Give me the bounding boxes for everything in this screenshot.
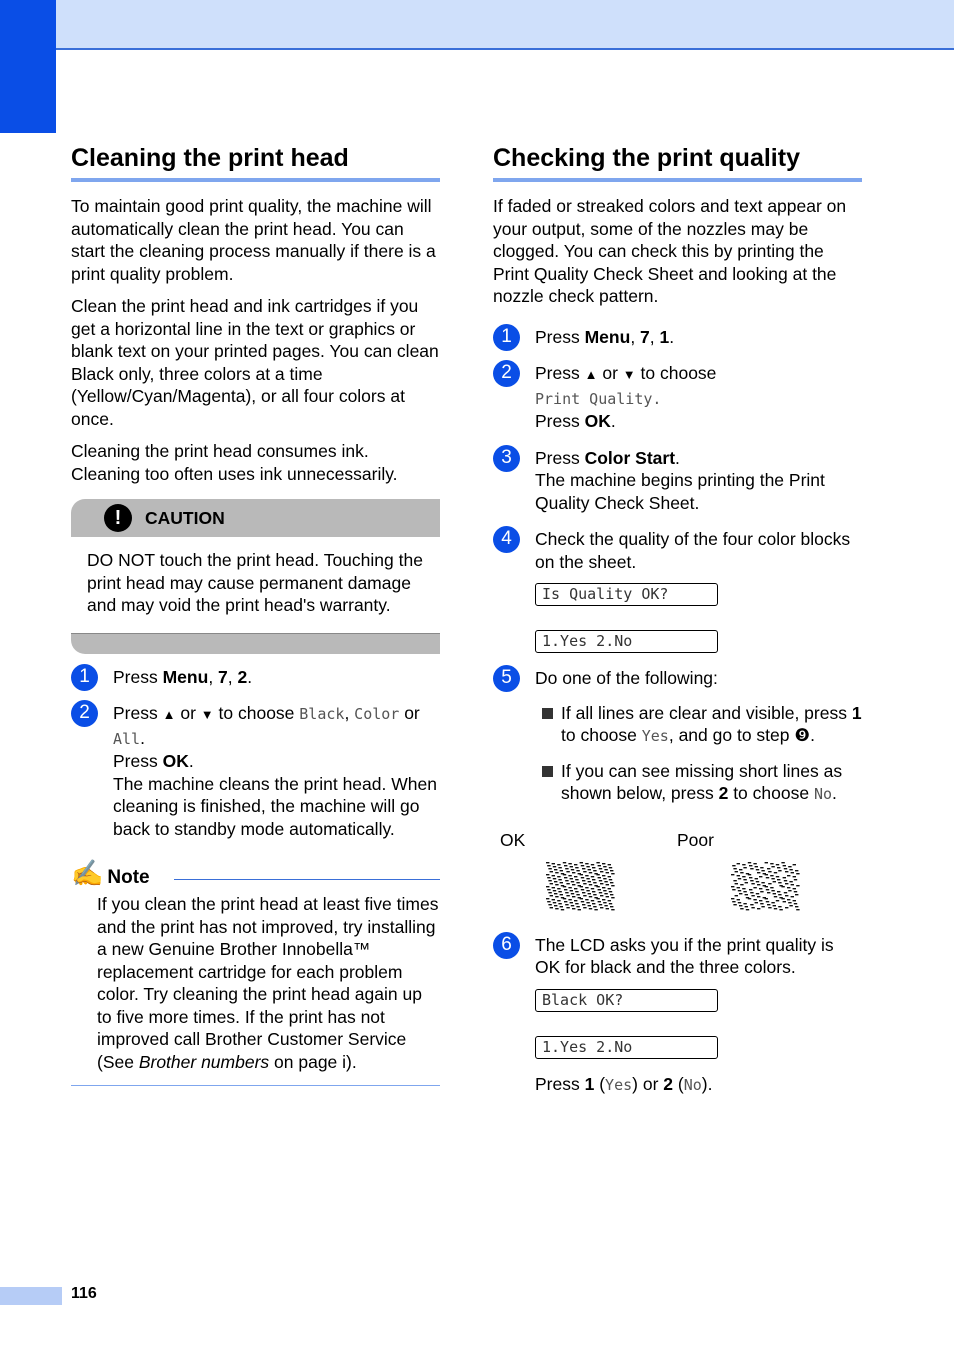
header-rule <box>56 48 954 50</box>
lcd-display: Black OK? <box>535 989 718 1012</box>
step-1 <box>71 666 440 689</box>
step-4 <box>493 528 862 653</box>
step-number: 1 <box>71 664 98 691</box>
text: Press <box>113 703 163 723</box>
text: The LCD asks you if the print quality is OK for black and the three colors. <box>535 934 834 977</box>
text: , and go to step <box>668 725 795 745</box>
key-label: 1 <box>659 326 670 347</box>
key-label: 2 <box>663 1073 673 1094</box>
text: on page i). <box>269 1051 357 1072</box>
key-label: OK <box>162 751 189 771</box>
lcd-option: Print Quality <box>535 389 653 408</box>
nozzle-pattern-poor <box>731 862 801 912</box>
paragraph: Clean the print head and ink cartridges if you get a horizontal line in the text or graphics or blank text on your printed pages. You can clean Black only, three colors at a time (Yellow/Cyan/Magenta), or all four colors at once. <box>71 296 439 429</box>
text: Press <box>535 1073 585 1094</box>
note-label: Note <box>107 867 150 888</box>
key-label: 2 <box>237 666 248 687</box>
text: If all lines are clear and visible, press <box>561 702 852 723</box>
page-number: 116 <box>71 1285 97 1302</box>
pattern-labels <box>493 830 862 856</box>
text: to choose <box>728 783 814 803</box>
text: ( <box>673 1073 684 1094</box>
key-label: 7 <box>218 666 228 687</box>
poor-label: Poor <box>677 829 714 850</box>
text: . <box>247 666 253 687</box>
right-column <box>493 140 862 1096</box>
header-band <box>0 0 954 49</box>
key-label: 2 <box>718 783 729 803</box>
caution-footer <box>71 633 440 654</box>
step-2 <box>493 362 862 433</box>
paragraph: Cleaning the print head consumes ink. Cleaning too often uses ink unnecessarily. <box>71 441 398 484</box>
step-number: 2 <box>71 700 98 727</box>
chapter-tab <box>0 0 56 133</box>
text: If you can see missing short lines as shown below, press <box>561 760 843 803</box>
lcd-option: Yes <box>605 1075 633 1094</box>
step-2 <box>71 702 440 840</box>
text: . <box>810 725 815 745</box>
text: . <box>669 326 675 347</box>
text: . <box>652 389 662 408</box>
lcd-display: 1.Yes 2.No <box>535 630 718 653</box>
text: or <box>399 703 420 723</box>
footer-band <box>0 1287 62 1305</box>
key-label: 1 <box>584 1073 595 1094</box>
lcd-display: 1.Yes 2.No <box>535 1036 718 1059</box>
text: , <box>208 666 219 687</box>
section-title-cleaning: Cleaning the print head <box>71 140 440 182</box>
text: or <box>175 703 201 723</box>
step-reference: ❾ <box>794 725 811 745</box>
bullet-item <box>535 702 862 748</box>
text: to choose <box>561 725 642 745</box>
text: Check the quality of the four color blocks on the sheet. <box>535 529 851 572</box>
text: The machine begins printing the Print Quality Check Sheet. <box>535 470 825 513</box>
lcd-option: Black <box>299 705 345 723</box>
lcd-option: No <box>683 1075 702 1094</box>
paragraph: To maintain good print quality, the machine will automatically clean the print head. You can start the cleaning process manually if there is a print quality problem. <box>71 196 436 284</box>
exclamation-icon: ! <box>104 504 132 532</box>
step-number: 3 <box>493 445 520 472</box>
lcd-option: All <box>113 729 141 748</box>
step-1 <box>493 326 862 349</box>
step-number: 4 <box>493 526 520 553</box>
note-pencil-icon: ✍ <box>71 858 104 888</box>
lcd-option: Color <box>354 705 400 723</box>
text: , <box>649 326 660 347</box>
text: , <box>630 326 641 347</box>
text: Press <box>535 363 585 383</box>
step-number: 6 <box>493 932 520 959</box>
text: . <box>675 447 680 468</box>
press-instruction <box>535 1073 862 1097</box>
text: , <box>227 666 238 687</box>
text: Press <box>535 411 585 431</box>
lcd-option: No <box>813 785 833 803</box>
note-text <box>71 893 440 1073</box>
text: ). <box>701 1073 713 1094</box>
text: . <box>140 727 145 748</box>
step-6 <box>493 934 862 1097</box>
down-arrow-icon: ▼ <box>200 707 214 722</box>
step-5 <box>493 667 862 806</box>
section-title-checking: Checking the print quality <box>493 140 862 182</box>
key-label: OK <box>584 411 611 431</box>
left-column <box>71 140 440 1086</box>
text: Press <box>535 447 585 468</box>
text: or <box>597 363 623 383</box>
text: to choose <box>635 363 717 383</box>
key-label: 7 <box>640 326 650 347</box>
up-arrow-icon: ▲ <box>584 367 598 382</box>
nozzle-pattern-ok <box>546 862 616 912</box>
text: Press <box>113 751 163 771</box>
text: . <box>610 411 616 431</box>
note-header <box>71 858 440 889</box>
bullet-item <box>535 760 862 806</box>
text: If you clean the print head at least five times and the print has not improved, try installing a new Genuine Brother Innobella™ replacement cartridge for each problem color. Try cleaning the print head again up to five more times. If the print has not improved call Brother Customer Service (See <box>97 894 439 1072</box>
paragraph: If faded or streaked colors and text appear on your output, some of the nozzles may be clogged. You can check this by printing the Print Quality Check Sheet and looking at the nozzle check pattern. <box>493 196 847 306</box>
down-arrow-icon: ▼ <box>622 367 636 382</box>
caution-header <box>71 499 440 537</box>
note-rule <box>174 879 440 880</box>
caution-text: DO NOT touch the print head. Touching the print head may cause permanent damage and may void the print head's warranty. <box>87 550 423 615</box>
nozzle-patterns <box>493 862 862 926</box>
note-end-rule <box>71 1085 440 1086</box>
step-number: 1 <box>493 324 520 351</box>
text: . <box>188 751 194 771</box>
text: Press <box>113 666 163 687</box>
text: Do one of the following: <box>535 668 718 688</box>
key-label: Color Start <box>584 447 676 468</box>
lcd-option: Yes <box>641 727 669 745</box>
text: . <box>832 783 837 803</box>
text: , <box>344 703 355 723</box>
step-number: 2 <box>493 360 520 387</box>
text: ( <box>594 1073 606 1094</box>
step-3 <box>493 447 862 515</box>
caution-label: CAUTION <box>145 507 225 528</box>
text: ) or <box>632 1073 664 1094</box>
text: to choose <box>213 703 300 723</box>
ok-label: OK <box>500 829 526 850</box>
bullet-square-icon <box>542 766 553 777</box>
cross-reference: Brother numbers <box>138 1051 270 1072</box>
up-arrow-icon: ▲ <box>162 707 176 722</box>
key-label: Menu <box>584 326 631 347</box>
text: The machine cleans the print head. When cleaning is finished, the machine will go back to standby mode automatically. <box>113 773 437 839</box>
step-number: 5 <box>493 665 520 692</box>
key-label: Menu <box>162 666 209 687</box>
lcd-display: Is Quality OK? <box>535 583 718 606</box>
text: Press <box>535 326 585 347</box>
key-label: 1 <box>851 702 862 723</box>
bullet-square-icon <box>542 708 553 719</box>
